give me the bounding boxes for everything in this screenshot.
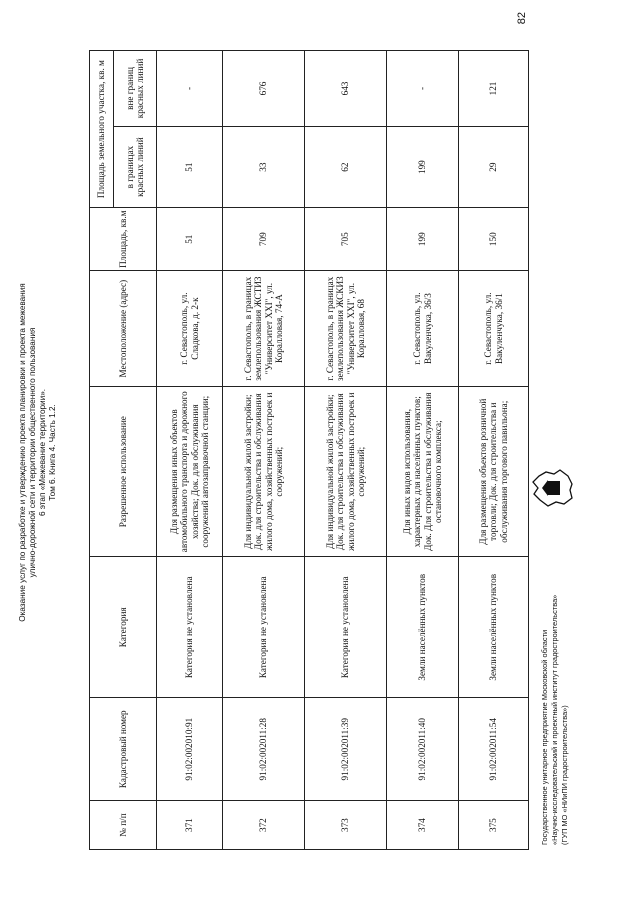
footer-line-1: Государственное унитарное предприятие Московской области <box>540 629 549 845</box>
header-inside: в границах красных линий <box>114 126 157 207</box>
cell-location: г. Севастополь, ул. Сладкова, д. 2-к <box>157 271 223 387</box>
table-row <box>157 51 223 850</box>
cell-use: Для размещения иных объектов автомобильного транспорта и дорожного хозяйства; Док. для обслуживания сооружений автозаправочной станции; <box>157 387 223 557</box>
cell-area: 199 <box>387 208 459 271</box>
land-plots-table <box>89 50 529 850</box>
footer <box>540 595 570 845</box>
cell-location: г. Севастополь, в границах землепользования ЖСТИЗ "Университет XXI", ул. Коралловая, 74-А <box>223 271 305 387</box>
cell-num: 373 <box>305 801 387 850</box>
header-cadastral: Кадастровый номер <box>90 698 157 801</box>
table-row <box>387 51 459 850</box>
institute-logo-icon <box>530 466 576 510</box>
cell-inside: 51 <box>157 126 223 207</box>
cell-outside: 121 <box>459 51 529 127</box>
cell-num: 372 <box>223 801 305 850</box>
cell-use: Для индивидуальной жилой застройки; Док. для строительства и обслуживания жилого дома, хозяйственных построек и сооружений; <box>305 387 387 557</box>
cell-cadastral: 91:02:002010:91 <box>157 698 223 801</box>
cell-inside: 199 <box>387 126 459 207</box>
cell-num: 371 <box>157 801 223 850</box>
cell-use: Для индивидуальной жилой застройки; Док. для строительства и обслуживания жилого дома, хозяйственных построек и сооружений; <box>223 387 305 557</box>
table-row <box>459 51 529 850</box>
header-line-4: Том 6. Книга 4. Часть 1.2. <box>48 404 57 501</box>
cell-category: Категория не установлена <box>157 557 223 698</box>
cell-inside: 29 <box>459 126 529 207</box>
header-num: № п/п <box>90 801 157 850</box>
footer-line-3: (ГУП МО «НИиПИ градостроительства») <box>560 705 569 845</box>
cell-use: Для иных видов использования, характерных для населённых пунктов; Док. Для строительства и обслуживания остановочного комплекса; <box>387 387 459 557</box>
cell-location: г. Севастополь, ул. Вакуленчука, 36/1 <box>459 271 529 387</box>
header-line-3: 6 этап «Межевание территории». <box>38 388 47 517</box>
cell-inside: 33 <box>223 126 305 207</box>
cell-area: 150 <box>459 208 529 271</box>
cell-area: 709 <box>223 208 305 271</box>
cell-inside: 62 <box>305 126 387 207</box>
cell-category: Категория не установлена <box>305 557 387 698</box>
cell-area: 705 <box>305 208 387 271</box>
header-outside: вне границ красных линий <box>114 51 157 127</box>
cell-outside: - <box>387 51 459 127</box>
cell-area: 51 <box>157 208 223 271</box>
page-number: 82 <box>516 12 528 25</box>
cell-category: Земли населённых пунктов <box>387 557 459 698</box>
table-row <box>223 51 305 850</box>
header-location: Местоположение (адрес) <box>90 271 157 387</box>
cell-cadastral: 91:02:002011:40 <box>387 698 459 801</box>
cell-num: 375 <box>459 801 529 850</box>
cell-num: 374 <box>387 801 459 850</box>
header-line-1: Оказание услуг по разработке и утверждению проекта планировки и проекта межевания <box>18 283 27 622</box>
header-land-area: Площадь земельного участка, кв. м <box>90 51 114 208</box>
table-row <box>305 51 387 850</box>
cell-cadastral: 91:02:002011:39 <box>305 698 387 801</box>
cell-outside: - <box>157 51 223 127</box>
cell-cadastral: 91:02:002011:28 <box>223 698 305 801</box>
header-category: Категория <box>90 557 157 698</box>
header-line-2: улично-дорожной сети и территории общественного пользования <box>28 327 37 578</box>
footer-divider <box>528 535 529 845</box>
cell-outside: 676 <box>223 51 305 127</box>
header-use: Разрешенное использование <box>90 387 157 557</box>
cell-location: г. Севастополь, в границах землепользования ЖСКИЗ "Университет XXI", ул. Коралловая, 68 <box>305 271 387 387</box>
cell-use: Для размещения объектов розничной торговли; Док. для строительства и обслуживания торгового павильона; <box>459 387 529 557</box>
cell-location: г. Севастополь, ул. Вакуленчука, 36/3 <box>387 271 459 387</box>
cell-category: Земли населённых пунктов <box>459 557 529 698</box>
header-area: Площадь, кв.м <box>90 208 157 271</box>
cell-category: Категория не установлена <box>223 557 305 698</box>
cell-outside: 643 <box>305 51 387 127</box>
cell-cadastral: 91:02:002011:54 <box>459 698 529 801</box>
footer-line-2: «Научно-исследовательский и проектный институт градостроительства» <box>550 594 559 845</box>
table-header-row <box>90 51 114 850</box>
